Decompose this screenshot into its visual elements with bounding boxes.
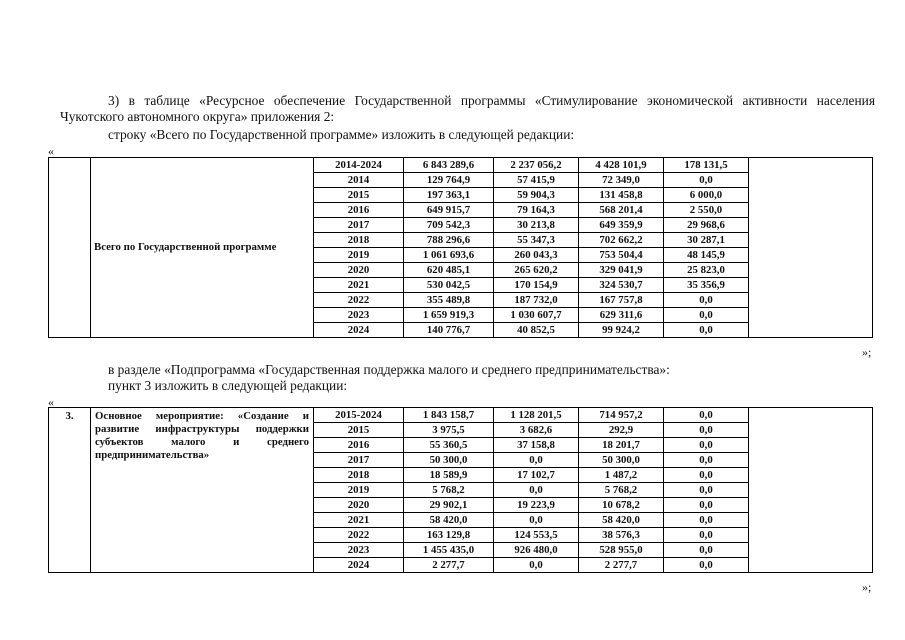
amount-cell-c1: 620 485,1 bbox=[404, 263, 494, 278]
amount-cell-c1: 1 659 919,3 bbox=[404, 308, 494, 323]
amount-cell-c3: 38 576,3 bbox=[579, 528, 664, 543]
amount-cell-c3: 18 201,7 bbox=[579, 438, 664, 453]
table-row bbox=[49, 408, 873, 423]
year-cell: 2023 bbox=[314, 543, 404, 558]
year-cell: 2016 bbox=[314, 203, 404, 218]
amount-cell-c4: 0,0 bbox=[664, 528, 749, 543]
amount-cell-c2: 59 904,3 bbox=[494, 188, 579, 203]
amount-cell-c4: 30 287,1 bbox=[664, 233, 749, 248]
amount-cell-c3: 167 757,8 bbox=[579, 293, 664, 308]
amount-cell-c3: 4 428 101,9 bbox=[579, 158, 664, 173]
year-cell: 2016 bbox=[314, 438, 404, 453]
empty-cell bbox=[749, 158, 873, 338]
amount-cell-c2: 37 158,8 bbox=[494, 438, 579, 453]
year-cell: 2024 bbox=[314, 323, 404, 338]
amount-cell-c3: 329 041,9 bbox=[579, 263, 664, 278]
year-cell: 2022 bbox=[314, 293, 404, 308]
year-cell: 2018 bbox=[314, 233, 404, 248]
amount-cell-c1: 2 277,7 bbox=[404, 558, 494, 573]
intro-paragraph: 3) в таблице «Ресурсное обеспечение Государственной программы «Стимулирование экономической активности населения Чукотского автономного округа» приложения 2: bbox=[60, 93, 875, 124]
amount-cell-c1: 788 296,6 bbox=[404, 233, 494, 248]
amount-cell-c4: 0,0 bbox=[664, 408, 749, 423]
amount-cell-c3: 131 458,8 bbox=[579, 188, 664, 203]
amount-cell-c4: 178 131,5 bbox=[664, 158, 749, 173]
table-subprogram-item-3 bbox=[48, 407, 873, 573]
section-paragraph: в разделе «Подпрограмма «Государственная поддержка малого и среднего предпринимательства»: bbox=[108, 362, 670, 377]
amount-cell-c1: 163 129,8 bbox=[404, 528, 494, 543]
amount-cell-c4: 0,0 bbox=[664, 558, 749, 573]
amount-cell-c2: 0,0 bbox=[494, 483, 579, 498]
amount-cell-c3: 714 957,2 bbox=[579, 408, 664, 423]
amount-cell-c4: 0,0 bbox=[664, 453, 749, 468]
amount-cell-c1: 18 589,9 bbox=[404, 468, 494, 483]
amount-cell-c3: 50 300,0 bbox=[579, 453, 664, 468]
row-number-cell bbox=[49, 158, 91, 338]
amount-cell-c3: 753 504,4 bbox=[579, 248, 664, 263]
amount-cell-c1: 355 489,8 bbox=[404, 293, 494, 308]
amount-cell-c3: 10 678,2 bbox=[579, 498, 664, 513]
amount-cell-c2: 1 128 201,5 bbox=[494, 408, 579, 423]
amount-cell-c1: 1 061 693,6 bbox=[404, 248, 494, 263]
close-quote-1: »; bbox=[862, 345, 872, 359]
amount-cell-c4: 0,0 bbox=[664, 498, 749, 513]
amount-cell-c2: 170 154,9 bbox=[494, 278, 579, 293]
year-cell: 2019 bbox=[314, 483, 404, 498]
amount-cell-c4: 48 145,9 bbox=[664, 248, 749, 263]
year-cell: 2021 bbox=[314, 513, 404, 528]
amount-cell-c4: 0,0 bbox=[664, 483, 749, 498]
year-cell: 2014-2024 bbox=[314, 158, 404, 173]
amount-cell-c4: 35 356,9 bbox=[664, 278, 749, 293]
open-quote-1: « bbox=[48, 144, 54, 158]
amount-cell-c2: 55 347,3 bbox=[494, 233, 579, 248]
year-cell: 2015 bbox=[314, 423, 404, 438]
amount-cell-c4: 6 000,0 bbox=[664, 188, 749, 203]
year-cell: 2015-2024 bbox=[314, 408, 404, 423]
amount-cell-c1: 3 975,5 bbox=[404, 423, 494, 438]
amount-cell-c3: 528 955,0 bbox=[579, 543, 664, 558]
amount-cell-c1: 129 764,9 bbox=[404, 173, 494, 188]
year-cell: 2014 bbox=[314, 173, 404, 188]
amount-cell-c2: 260 043,3 bbox=[494, 248, 579, 263]
amount-cell-c3: 58 420,0 bbox=[579, 513, 664, 528]
amount-cell-c2: 0,0 bbox=[494, 558, 579, 573]
instruction-1: строку «Всего по Государственной программе» изложить в следующей редакции: bbox=[108, 127, 575, 142]
amount-cell-c4: 29 968,6 bbox=[664, 218, 749, 233]
amount-cell-c1: 709 542,3 bbox=[404, 218, 494, 233]
amount-cell-c4: 0,0 bbox=[664, 468, 749, 483]
year-cell: 2017 bbox=[314, 218, 404, 233]
amount-cell-c2: 187 732,0 bbox=[494, 293, 579, 308]
amount-cell-c4: 0,0 bbox=[664, 513, 749, 528]
table-row bbox=[49, 158, 873, 173]
amount-cell-c1: 6 843 289,6 bbox=[404, 158, 494, 173]
amount-cell-c3: 2 277,7 bbox=[579, 558, 664, 573]
close-quote-2: »; bbox=[862, 580, 872, 594]
amount-cell-c1: 50 300,0 bbox=[404, 453, 494, 468]
amount-cell-c3: 72 349,0 bbox=[579, 173, 664, 188]
amount-cell-c2: 0,0 bbox=[494, 453, 579, 468]
amount-cell-c4: 2 550,0 bbox=[664, 203, 749, 218]
year-cell: 2017 bbox=[314, 453, 404, 468]
amount-cell-c1: 649 915,7 bbox=[404, 203, 494, 218]
open-quote-2: « bbox=[48, 395, 54, 409]
amount-cell-c2: 926 480,0 bbox=[494, 543, 579, 558]
amount-cell-c3: 1 487,2 bbox=[579, 468, 664, 483]
amount-cell-c4: 0,0 bbox=[664, 543, 749, 558]
amount-cell-c2: 2 237 056,2 bbox=[494, 158, 579, 173]
amount-cell-c3: 649 359,9 bbox=[579, 218, 664, 233]
amount-cell-c1: 55 360,5 bbox=[404, 438, 494, 453]
amount-cell-c2: 1 030 607,7 bbox=[494, 308, 579, 323]
amount-cell-c4: 0,0 bbox=[664, 323, 749, 338]
amount-cell-c2: 79 164,3 bbox=[494, 203, 579, 218]
year-cell: 2018 bbox=[314, 468, 404, 483]
instruction-2: пункт 3 изложить в следующей редакции: bbox=[108, 378, 348, 393]
year-cell: 2015 bbox=[314, 188, 404, 203]
amount-cell-c3: 324 530,7 bbox=[579, 278, 664, 293]
amount-cell-c1: 1 455 435,0 bbox=[404, 543, 494, 558]
amount-cell-c1: 140 776,7 bbox=[404, 323, 494, 338]
program-name-cell: Основное мероприятие: «Создание и развитие инфраструктуры поддержки субъектов малого и среднего предпринимательства» bbox=[91, 408, 314, 573]
amount-cell-c1: 58 420,0 bbox=[404, 513, 494, 528]
amount-cell-c4: 0,0 bbox=[664, 308, 749, 323]
amount-cell-c3: 702 662,2 bbox=[579, 233, 664, 248]
amount-cell-c1: 197 363,1 bbox=[404, 188, 494, 203]
amount-cell-c2: 30 213,8 bbox=[494, 218, 579, 233]
year-cell: 2020 bbox=[314, 263, 404, 278]
amount-cell-c1: 530 042,5 bbox=[404, 278, 494, 293]
amount-cell-c4: 0,0 bbox=[664, 423, 749, 438]
amount-cell-c1: 5 768,2 bbox=[404, 483, 494, 498]
amount-cell-c3: 629 311,6 bbox=[579, 308, 664, 323]
amount-cell-c3: 5 768,2 bbox=[579, 483, 664, 498]
amount-cell-c2: 19 223,9 bbox=[494, 498, 579, 513]
year-cell: 2021 bbox=[314, 278, 404, 293]
amount-cell-c2: 124 553,5 bbox=[494, 528, 579, 543]
amount-cell-c2: 0,0 bbox=[494, 513, 579, 528]
amount-cell-c4: 25 823,0 bbox=[664, 263, 749, 278]
amount-cell-c4: 0,0 bbox=[664, 293, 749, 308]
table-total-program bbox=[48, 157, 873, 338]
amount-cell-c2: 57 415,9 bbox=[494, 173, 579, 188]
amount-cell-c3: 568 201,4 bbox=[579, 203, 664, 218]
amount-cell-c3: 292,9 bbox=[579, 423, 664, 438]
amount-cell-c2: 265 620,2 bbox=[494, 263, 579, 278]
amount-cell-c2: 17 102,7 bbox=[494, 468, 579, 483]
amount-cell-c2: 40 852,5 bbox=[494, 323, 579, 338]
year-cell: 2019 bbox=[314, 248, 404, 263]
program-name-cell: Всего по Государственной программе bbox=[91, 158, 314, 338]
row-number-cell: 3. bbox=[49, 408, 91, 573]
amount-cell-c1: 29 902,1 bbox=[404, 498, 494, 513]
year-cell: 2020 bbox=[314, 498, 404, 513]
year-cell: 2024 bbox=[314, 558, 404, 573]
empty-cell bbox=[749, 408, 873, 573]
amount-cell-c3: 99 924,2 bbox=[579, 323, 664, 338]
amount-cell-c1: 1 843 158,7 bbox=[404, 408, 494, 423]
year-cell: 2023 bbox=[314, 308, 404, 323]
amount-cell-c4: 0,0 bbox=[664, 438, 749, 453]
amount-cell-c2: 3 682,6 bbox=[494, 423, 579, 438]
amount-cell-c4: 0,0 bbox=[664, 173, 749, 188]
year-cell: 2022 bbox=[314, 528, 404, 543]
